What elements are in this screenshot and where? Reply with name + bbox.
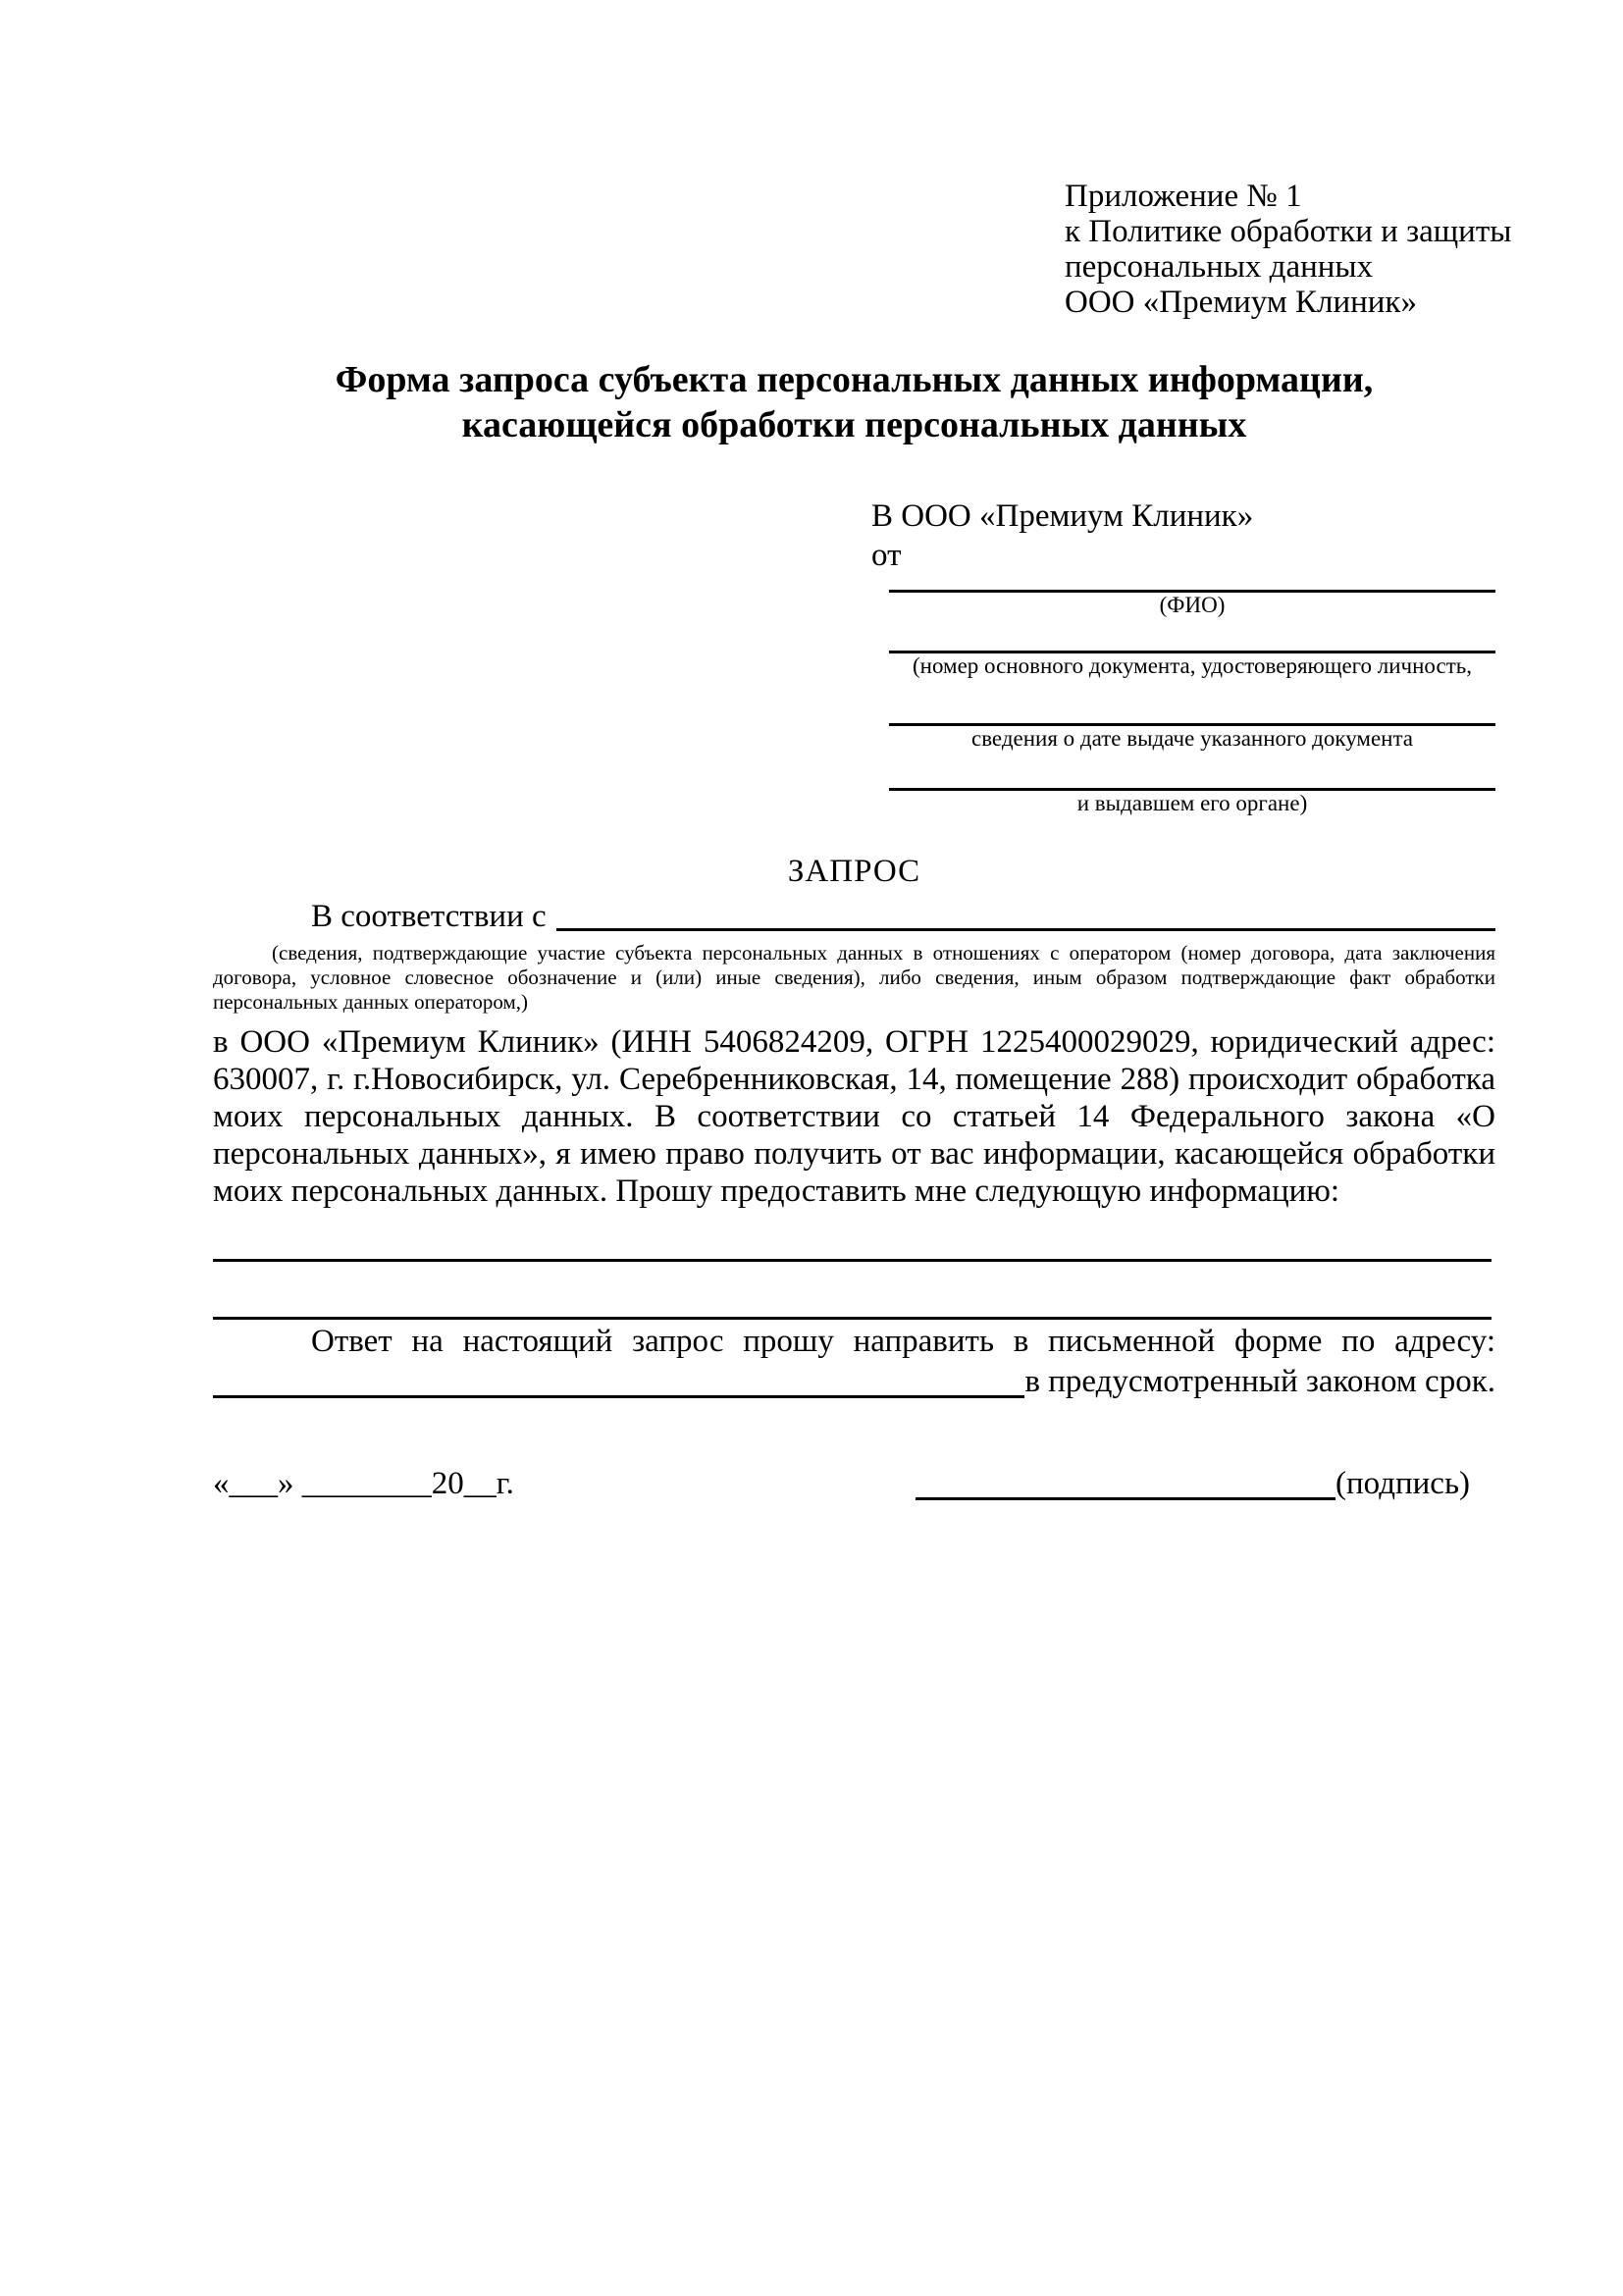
info-blank-line-1 xyxy=(213,1210,1492,1262)
appendix-header-line: персональных данных xyxy=(1065,249,1374,285)
issue-date-blank-line xyxy=(889,679,1495,726)
reply-address-blank-line xyxy=(213,1395,1024,1398)
document-title-line-2: касающейся обработки персональных данных xyxy=(461,404,1247,445)
appendix-header-line: к Политике обработки и защиты xyxy=(1065,214,1512,249)
info-blank-line-2 xyxy=(213,1262,1492,1320)
addressee-block xyxy=(871,496,1495,816)
addressee-to: В ООО «Премиум Клиник» xyxy=(871,498,1254,534)
accordance-prefix: В соответствии с xyxy=(311,899,547,934)
addressee-fields xyxy=(889,575,1495,816)
reply-suffix: в предусмотренный законом срок. xyxy=(1024,1364,1495,1399)
signature-caption: (подпись) xyxy=(1335,1466,1470,1501)
signature-blank-line xyxy=(916,1468,1335,1500)
legend-text: (сведения, подтверждающие участие субъекта персональных данных в отношениях с оператором (номер договора, дата заключения договора, условное словесное обозначение и (или) иные сведения), либо сведения, иным образом подтверждающие факт обработки персональных данных оператором,) xyxy=(213,941,1495,1014)
request-body-paragraph: в ООО «Премиум Клиник» (ИНН 5406824209, ОГРН 1225400029029, юридический адрес: 630007, г. г.Новосибирск, ул. Серебренниковская, 14, помещение 288) происходит обработка моих персональных данных. В соответствии со статьей 14 Федерального закона «О персональных данных», я имею право получить от вас информации, касающейся обработки моих персональных данных. Прошу предоставить мне следующую информацию: xyxy=(213,1024,1495,1209)
request-heading: ЗАПРОС xyxy=(787,854,921,889)
date-line: «___» ________20__г. xyxy=(213,1466,514,1501)
document-number-caption: (номер основного документа, удостоверяющего личность, xyxy=(912,653,1472,678)
document-title-line-1: Форма запроса субъекта персональных данных информации, xyxy=(335,359,1374,400)
signature-part xyxy=(916,1463,1470,1504)
document-title xyxy=(213,357,1495,447)
accordance-row xyxy=(213,897,1495,936)
issuing-authority-blank-line xyxy=(889,752,1495,791)
document-number-blank-line xyxy=(889,618,1495,653)
date-signature-row xyxy=(213,1463,1495,1504)
accordance-blank-line xyxy=(556,897,1495,931)
appendix-header-line: ООО «Премиум Клиник» xyxy=(1065,285,1417,320)
reply-address-row xyxy=(213,1362,1495,1402)
reply-sentence: Ответ на настоящий запрос прошу направить в письменной форме по адресу: xyxy=(311,1324,1495,1359)
appendix-header xyxy=(1065,179,1512,320)
addressee-from-label: от xyxy=(871,538,902,573)
fio-caption: (ФИО) xyxy=(1159,593,1226,617)
fio-blank-line xyxy=(889,575,1495,593)
issuing-authority-caption: и выдавшем его органе) xyxy=(1076,791,1308,815)
issue-date-caption: сведения о дате выдаче указанного документа xyxy=(970,726,1414,751)
appendix-header-line: Приложение № 1 xyxy=(1065,179,1302,214)
